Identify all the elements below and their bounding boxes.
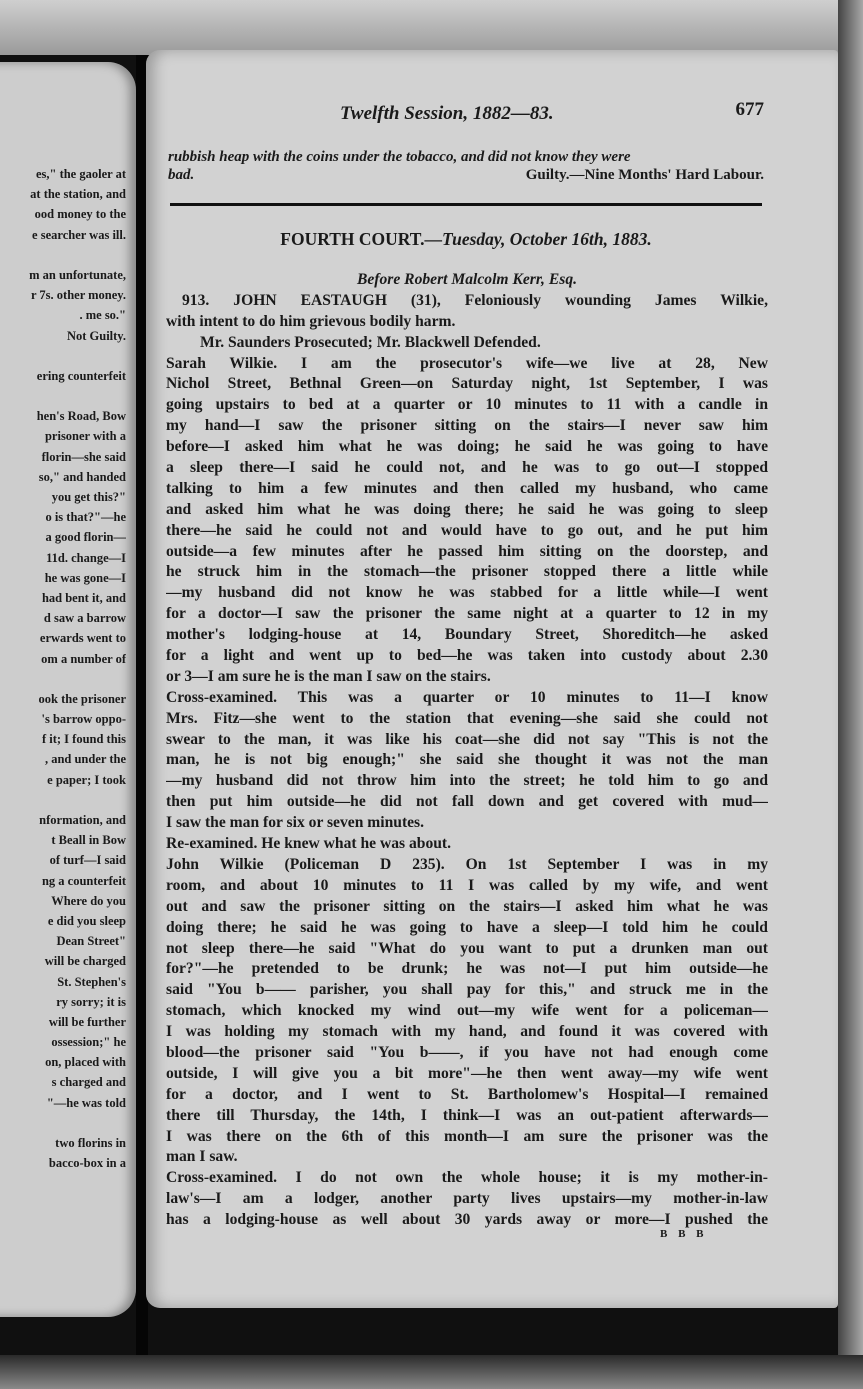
- left-page-line: [2, 346, 126, 366]
- body-line: before—I asked him what he was doing; he said he was going to have: [166, 438, 768, 456]
- left-page-line: t Beall in Bow: [51, 833, 126, 848]
- left-page-line: prisoner with a: [44, 429, 126, 444]
- left-page-line: [2, 669, 126, 689]
- left-page-line: Where do you: [51, 893, 126, 908]
- case-body-text: [166, 270, 768, 1231]
- left-page-line: e did you sleep: [47, 913, 126, 928]
- left-page-line: erwards went to: [39, 631, 126, 646]
- body-line: for a doctor—I saw the prisoner the same night at a quarter to 12 in my: [166, 605, 768, 623]
- body-line: 913. JOHN EASTAUGH (31), Feloniously wounding James Wilkie,: [182, 291, 768, 309]
- left-page-line: ook the prisoner: [38, 691, 126, 706]
- body-line: there till Thursday, the 14th, I think—I was an out-patient afterwards—: [166, 1106, 768, 1124]
- verdict: Guilty.—Nine Months' Hard Labour.: [525, 167, 764, 183]
- left-page-line: so," and handed: [38, 469, 126, 484]
- left-page-line: ry sorry; it is: [56, 994, 126, 1009]
- body-line: out and saw the prisoner sitting on the stairs—I asked him what he was: [166, 897, 768, 915]
- body-line: or 3—I am sure he is the man I saw on the stairs.: [166, 667, 491, 685]
- body-line: Before Robert Malcolm Kerr, Esq.: [356, 271, 578, 288]
- body-line: Nichol Street, Bethnal Green—on Saturday night, 1st September, I was: [166, 375, 768, 393]
- body-line: for a doctor, and I went to St. Bartholomew's Hospital—I remained: [166, 1085, 768, 1103]
- section-rule: [170, 203, 762, 206]
- left-page-line: , and under the: [44, 752, 126, 767]
- body-line: for?"—he pretended to be drunk; he was not—I put him outside—he: [166, 960, 768, 978]
- left-page-line: 11d. change—I: [46, 550, 126, 565]
- body-line: I was holding my stomach with my hand, and found it was covered with: [166, 1023, 768, 1041]
- previous-case-line: bad.: [168, 167, 195, 183]
- body-line: my hand—I saw the prisoner sitting on the stairs—I never saw him: [166, 417, 768, 435]
- body-line: there—he said he could not and would have to go out, and he put him: [166, 521, 768, 539]
- court-heading: [170, 229, 762, 250]
- left-page-line: "—he was told: [46, 1095, 126, 1110]
- body-line: a sleep there—I said he could not, and he was to go out—I stopped: [166, 459, 768, 477]
- body-line: with intent to do him grievous bodily harm.: [166, 312, 456, 330]
- body-line: man I saw.: [166, 1148, 238, 1166]
- body-line: doing there; he said he was going to have a sleep—I told him he could: [166, 918, 768, 936]
- body-line: I saw the man for six or seven minutes.: [166, 814, 425, 832]
- body-line: then put him outside—he did not fall down and get covered with mud—: [166, 793, 768, 811]
- court-name: FOURTH COURT.—: [280, 229, 443, 249]
- body-line: swear to the man, it was like his coat—she did not say "This is not the: [166, 730, 768, 748]
- left-page-line: [2, 1113, 126, 1133]
- left-page-line: will be further: [48, 1014, 126, 1029]
- page-number: 677: [735, 99, 764, 120]
- body-line: man, he is not big enough;" she said she thought it was not the man: [166, 751, 768, 769]
- left-page-line: ossession;" he: [51, 1035, 126, 1050]
- body-line: not sleep there—he said "What do you want to put a drunken man out: [166, 939, 768, 957]
- left-page-line: r 7s. other money.: [30, 288, 126, 303]
- left-page-line: [2, 245, 126, 265]
- page-header: [160, 99, 770, 129]
- left-page-line: florin—she said: [41, 449, 126, 464]
- left-page-line: om a number of: [41, 651, 126, 666]
- left-page-line: [2, 386, 126, 406]
- court-date: Tuesday, October 16th, 1883.: [442, 229, 652, 249]
- left-page-line: St. Stephen's: [57, 974, 126, 989]
- body-line: I was there on the 6th of this month—I am sure the prisoner was the: [166, 1127, 768, 1145]
- left-page-line: nformation, and: [39, 813, 126, 827]
- body-line: for a light and went up to bed—he was taken into custody about 2.30: [166, 647, 768, 665]
- left-page-line: [2, 790, 126, 810]
- previous-case-ending: [168, 148, 764, 184]
- scanner-bottom-background: [0, 1355, 863, 1389]
- left-page-line: of turf—I said: [49, 853, 126, 868]
- left-page-line: es," the gaoler at: [35, 167, 126, 181]
- left-page-line: ood money to the: [34, 207, 126, 222]
- left-page-line: e searcher was ill.: [32, 227, 126, 242]
- body-line: —my husband did not know he was stabbed for a little while—I went: [166, 584, 768, 602]
- body-line: going upstairs to bed at a quarter or 10 minutes to 11 with a candle in: [166, 396, 768, 414]
- body-line: John Wilkie (Policeman D 235). On 1st September I was in my: [166, 855, 768, 873]
- left-page-line: . me so.": [79, 308, 126, 323]
- left-page-line: two florins in: [55, 1136, 126, 1150]
- left-page-line: d saw a barrow: [43, 611, 126, 626]
- body-line: room, and about 10 minutes to 11 I was called by my wife, and went: [166, 876, 768, 894]
- left-page-line: on, placed with: [45, 1055, 126, 1070]
- body-line: talking to him a few minutes and then called my husband, who came: [166, 479, 768, 497]
- scanner-top-background: [0, 0, 863, 55]
- body-line: stomach, which knocked my wind out—my wife went for a policeman—: [166, 1002, 768, 1020]
- left-page-line: f it; I found this: [41, 732, 126, 747]
- body-line: he struck him in the stomach—the prisoner stopped there a little while: [166, 563, 768, 581]
- body-line: Cross-examined. I do not own the whole house; it is my mother-in-: [166, 1169, 768, 1187]
- left-page-line: s charged and: [51, 1075, 126, 1090]
- body-line: blood—the prisoner said "You b——, if you have not had enough come: [166, 1043, 768, 1061]
- left-page-line: at the station, and: [30, 187, 126, 202]
- body-line: law's—I am a lodger, another party lives upstairs—my mother-in-law: [166, 1190, 768, 1208]
- right-page-edge: [838, 0, 863, 1389]
- body-line: and asked him what he was doing there; he said he was going to sleep: [166, 500, 768, 518]
- left-page-line: will be charged: [44, 954, 126, 969]
- left-page-line: Not Guilty.: [66, 328, 126, 343]
- body-line: outside, I will give you a bit more"—he then went away—my wife went: [166, 1064, 768, 1082]
- body-line: has a lodging-house as well about 30 yards away or more—I pushed the: [166, 1211, 768, 1229]
- body-line: Mrs. Fitz—she went to the station that evening—she said she could not: [166, 709, 768, 727]
- left-page-line: e paper; I took: [47, 772, 126, 787]
- left-page-line: o is that?"—he: [45, 510, 126, 525]
- signature-mark: B B B: [660, 1228, 708, 1240]
- body-line: mother's lodging-house at 14, Boundary Street, Shoreditch—he asked: [166, 626, 768, 644]
- body-line: Re-examined. He knew what he was about.: [166, 835, 452, 853]
- running-head: Twelfth Session, 1882—83.: [340, 103, 554, 124]
- left-page-line: had bent it, and: [41, 590, 126, 605]
- body-line: —my husband did not throw him into the street; he told him to go and: [166, 772, 768, 790]
- body-line: said "You b—— parisher, you shall pay for this," and struck me in the: [166, 981, 768, 999]
- body-line: Sarah Wilkie. I am the prosecutor's wife—we live at 28, New: [166, 354, 768, 372]
- body-line: Mr. Saunders Prosecuted; Mr. Blackwell Defended.: [200, 333, 541, 351]
- left-page-line: m an unfortunate,: [29, 267, 126, 282]
- left-page-line: ng a counterfeit: [41, 873, 126, 888]
- body-line: Cross-examined. This was a quarter or 10 minutes to 11—I know: [166, 688, 768, 706]
- previous-case-line: rubbish heap with the coins under the tobacco, and did not know they were: [168, 149, 631, 165]
- body-line: outside—a few minutes after he passed him sitting on the doorstep, and: [166, 542, 768, 560]
- left-page-line: hen's Road, Bow: [36, 409, 126, 424]
- left-page: [0, 62, 136, 1317]
- left-page-line: ering counterfeit: [36, 368, 126, 383]
- left-page-line: 's barrow oppo-: [41, 712, 126, 727]
- left-page-line: you get this?": [51, 490, 126, 504]
- left-page-line: bacco-box in a: [48, 1156, 126, 1171]
- left-page-line: Dean Street": [56, 934, 126, 949]
- left-page-line: a good florin—: [45, 530, 126, 545]
- left-page-line: he was gone—I: [44, 570, 126, 585]
- left-page-text: [2, 164, 126, 1173]
